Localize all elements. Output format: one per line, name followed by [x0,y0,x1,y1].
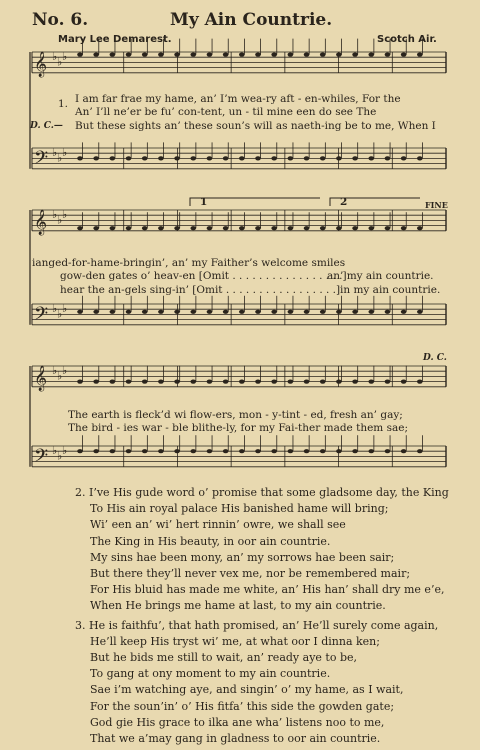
notehead [239,380,245,384]
verse-line: To gang at ony moment to my ain countrie. [90,667,331,681]
flat-sign: ♭ [57,307,63,321]
notehead [126,226,132,230]
flat-sign: ♭ [62,50,68,64]
verse-number: 3. [75,618,89,632]
notehead [352,226,358,230]
flat-sign: ♭ [52,208,58,222]
verse-line: For His bluid has made me white, an’ His han’ shall dry me e’e, [90,583,445,597]
flat-sign: ♭ [57,369,63,383]
notehead [385,380,391,384]
notehead [417,156,423,160]
notehead [320,310,326,314]
verse-line: God gie His grace to ilka ane wha’ listens noo to me, [90,715,385,729]
notehead [417,53,423,57]
notehead [401,53,407,57]
notehead [401,226,407,230]
notehead [77,310,83,314]
notehead [288,53,294,57]
notehead [368,310,374,314]
composer-credit: Mary Lee Demarest. [58,34,172,45]
dc-label: D. C.— [30,121,63,131]
dc-marker: D. C. [423,353,447,363]
notehead [401,380,407,384]
notehead [239,156,245,160]
verse-line: But there they’ll never vex me, nor be remembered mair; [90,567,411,580]
notehead [368,53,374,57]
tune-credit: Scotch Air. [377,34,437,45]
notehead [158,380,164,384]
flat-sign: ♭ [62,444,68,458]
notehead [255,53,261,57]
notehead [385,226,391,230]
notehead [110,380,116,384]
notehead [239,226,245,230]
notehead [401,310,407,314]
notehead [385,449,391,453]
notehead [190,310,196,314]
notehead [352,380,358,384]
notehead [110,449,116,453]
notehead [417,449,423,453]
notehead [320,380,326,384]
verse-line: The King in His beauty, in oor ain countrie. [90,534,331,548]
verse-line: My sins hae been mony, an’ my sorrows hae been sair; [90,550,395,564]
notehead [207,226,213,230]
notehead [93,449,99,453]
notehead [385,310,391,314]
notehead [174,380,180,384]
notehead [288,449,294,453]
notehead [385,53,391,57]
notehead [174,156,180,160]
lyric-line: gow-den gates o’ heav-en [Omit . . . . . . . . . . . . . . . . .] [60,270,347,282]
notehead [93,226,99,230]
notehead [142,156,148,160]
verse-line: When He brings me hame at last, to my ain countrie. [90,599,386,613]
notehead [174,53,180,57]
notehead [304,156,310,160]
treble-clef: 𝄞 [34,51,48,77]
notehead [110,156,116,160]
lyric-line: an’ my ain countrie. [327,270,434,282]
bass-clef: 𝄢 [34,445,49,471]
notehead [336,53,342,57]
notehead [93,310,99,314]
lyric-line: The bird - ies war - ble blithe-ly, for my Fai-ther made them sae; [68,422,408,434]
notehead [158,310,164,314]
flat-sign: ♭ [57,151,63,165]
notehead [142,226,148,230]
notehead [271,226,277,230]
lyric-line: An’ I’ll ne’er be fu’ con-tent, un - til mine een do see The [75,106,377,118]
notehead [352,156,358,160]
notehead [174,449,180,453]
notehead [207,156,213,160]
notehead [255,156,261,160]
lyric-line: I am far frae my hame, an’ I’m wea-ry aft - en-whiles, For the [75,93,401,105]
notehead [126,449,132,453]
notehead [304,380,310,384]
notehead [190,226,196,230]
lyric-line: hear the an-gels sing-in’ [Omit . . . . . . . . . . . . . . . . .] [60,284,341,296]
verse-line: For the soun’in’ o’ His fitfa’ this side the gowden gate; [90,699,395,713]
notehead [77,449,83,453]
first-ending-bracket [190,198,320,206]
notehead [288,156,294,160]
notehead [255,310,261,314]
notehead [239,310,245,314]
lyric-line: in my ain countrie. [340,284,441,296]
notehead [304,226,310,230]
hymn-number: No. 6. [32,10,89,30]
flat-sign: ♭ [62,146,68,160]
notehead [271,449,277,453]
first-ending-number: 1 [200,196,208,208]
notehead [368,449,374,453]
notehead [417,380,423,384]
notehead [352,449,358,453]
notehead [174,310,180,314]
notehead [271,53,277,57]
verse-line: 2. I’ve His gude word o’ promise that some gladsome day, the King [75,486,449,499]
notehead [336,156,342,160]
notehead [190,449,196,453]
notehead [336,449,342,453]
verse-line: But he bids me still to wait, an’ ready aye to be, [90,651,357,664]
flat-sign: ♭ [52,444,58,458]
flat-sign: ♭ [62,208,68,222]
notehead [255,226,261,230]
notehead [158,156,164,160]
notehead [190,156,196,160]
notehead [110,310,116,314]
notehead [223,53,229,57]
notehead [239,53,245,57]
second-ending-number: 2 [340,196,348,208]
notehead [223,380,229,384]
notehead [320,226,326,230]
notehead [368,380,374,384]
lyric-line: The earth is fleck’d wi flow-ers, mon - y-tint - ed, fresh an’ gay; [68,409,403,421]
notehead [207,449,213,453]
notehead [304,449,310,453]
flat-sign: ♭ [62,364,68,378]
notehead [417,226,423,230]
notehead [142,310,148,314]
notehead [368,226,374,230]
notehead [352,310,358,314]
notehead [288,226,294,230]
treble-clef: 𝄞 [34,365,48,391]
notehead [207,53,213,57]
flat-sign: ♭ [52,364,58,378]
notehead [158,53,164,57]
notehead [368,156,374,160]
notehead [126,156,132,160]
flat-sign: ♭ [62,302,68,316]
flat-sign: ♭ [57,213,63,227]
notehead [271,156,277,160]
notehead [126,310,132,314]
lyric-line: ianged-for-hame-bringin’, an’ my Faither’s welcome smiles [32,257,346,269]
notehead [77,53,83,57]
lyric-line: But these sights an’ these soun’s will as naeth-ing be to me, When I [75,120,436,132]
flat-sign: ♭ [52,146,58,160]
notehead [174,226,180,230]
flat-sign: ♭ [52,302,58,316]
notehead [126,380,132,384]
notehead [401,156,407,160]
notehead [207,380,213,384]
notehead [352,53,358,57]
notehead [142,380,148,384]
notehead [320,156,326,160]
fine-label: FINE [425,200,448,210]
notehead [110,53,116,57]
verse-number: 1. [58,98,69,110]
verse-line: That we a’may gang in gladness to oor ain countrie. [90,732,381,745]
notehead [304,53,310,57]
verse-line: Wi’ een an’ wi’ hert rinnin’ owre, we shall see [90,518,346,532]
verse-line: He’ll keep His tryst wi’ me, at what oor I dinna ken; [90,634,380,648]
notehead [320,53,326,57]
notehead [401,449,407,453]
bass-clef: 𝄢 [34,147,49,173]
notehead [271,380,277,384]
notehead [255,449,261,453]
notehead [288,310,294,314]
flat-sign: ♭ [57,449,63,463]
notehead [271,310,277,314]
verse-number: 2. [75,486,89,499]
notehead [288,380,294,384]
verse-line: To His ain royal palace His banished hame will bring; [90,502,389,516]
notehead [190,380,196,384]
bass-clef: 𝄢 [34,303,49,329]
flat-sign: ♭ [52,50,58,64]
notehead [190,53,196,57]
verse-line: 3. He is faithfu’, that hath promised, an’ He’ll surely come again, [75,618,439,632]
notehead [158,226,164,230]
flat-sign: ♭ [57,55,63,69]
notehead [207,310,213,314]
notehead [77,226,83,230]
notehead [304,310,310,314]
notehead [126,53,132,57]
notehead [223,156,229,160]
verse-line: Sae i’m watching aye, and singin’ o’ my hame, as I wait, [90,683,404,697]
notehead [158,449,164,453]
notehead [93,380,99,384]
notehead [223,310,229,314]
notehead [223,226,229,230]
notehead [77,380,83,384]
notehead [336,310,342,314]
notehead [417,310,423,314]
notehead [93,156,99,160]
notehead [223,449,229,453]
notehead [142,53,148,57]
notehead [385,156,391,160]
notehead [142,449,148,453]
notehead [320,449,326,453]
hymn-title: My Ain Countrie. [170,10,333,30]
notehead [239,449,245,453]
notehead [93,53,99,57]
notehead [255,380,261,384]
notehead [77,156,83,160]
treble-clef: 𝄞 [34,209,48,235]
notehead [336,226,342,230]
notehead [336,380,342,384]
notehead [110,226,116,230]
